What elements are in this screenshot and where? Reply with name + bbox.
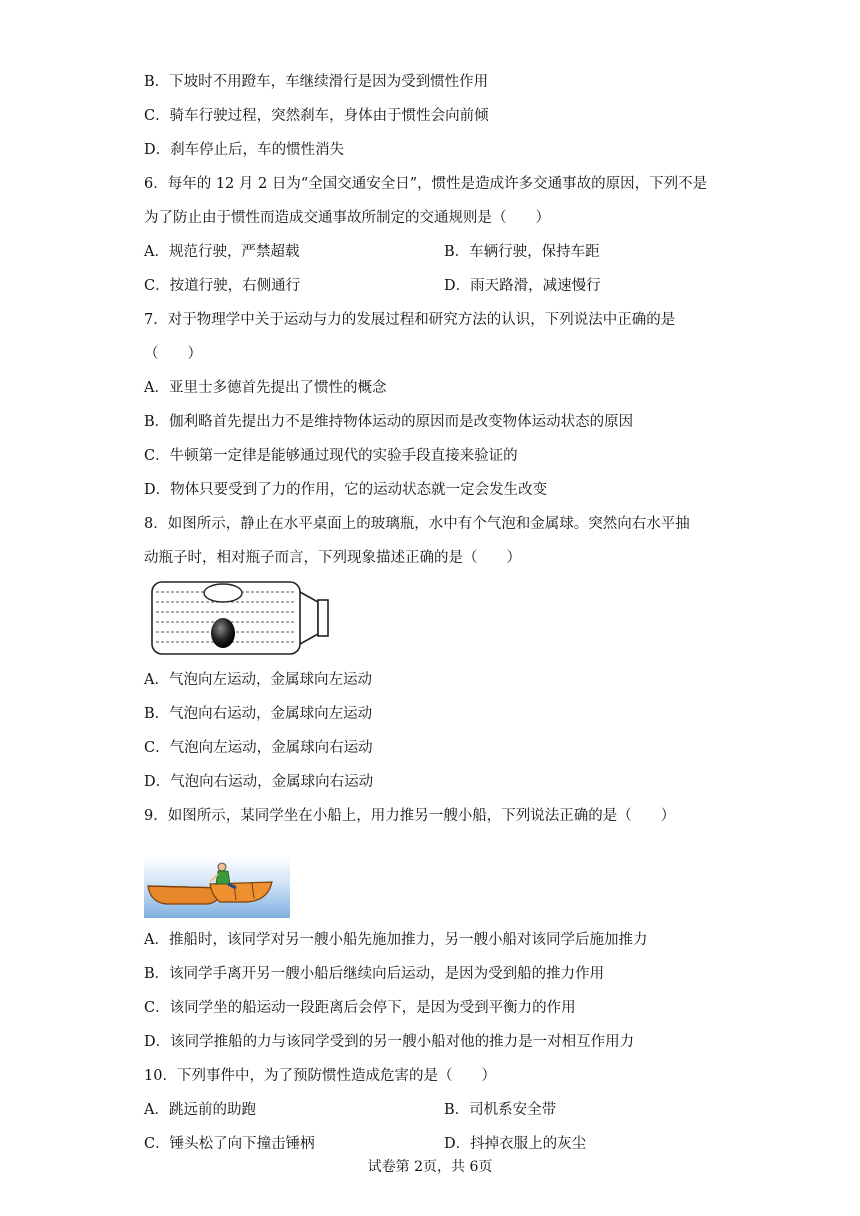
bottle-figure: [146, 578, 336, 658]
q6-option-a: A．规范行驶，严禁超载: [144, 244, 300, 260]
q6-option-b: B．车辆行驶，保持车距: [444, 244, 600, 260]
q10-option-d: D．抖掉衣服上的灰尘: [444, 1136, 587, 1152]
q6-option-c: C．按道行驶，右侧通行: [144, 278, 301, 294]
q9-option-c: C．该同学坐的船运动一段距离后会停下，是因为受到平衡力的作用: [144, 1000, 576, 1016]
q8-stem-line2: 动瓶子时，相对瓶子而言，下列现象描述正确的是（ ）: [144, 550, 521, 566]
metal-ball: [211, 618, 235, 648]
q10-option-a: A．跳远前的助跑: [144, 1102, 256, 1118]
q9-stem: 9．如图所示，某同学坐在小船上，用力推另一艘小船，下列说法正确的是（ ）: [144, 808, 676, 824]
q8-stem-line1: 8．如图所示，静止在水平桌面上的玻璃瓶，水中有个气泡和金属球。突然向右水平抽: [144, 516, 690, 532]
q8-option-d: D．气泡向右运动，金属球向右运动: [144, 774, 374, 790]
q10-stem: 10．下列事件中，为了预防惯性造成危害的是（ ）: [144, 1068, 496, 1084]
q6-option-d: D．雨天路滑，减速慢行: [444, 278, 601, 294]
q5-option-c: C．骑车行驶过程，突然刹车，身体由于惯性会向前倾: [144, 108, 489, 124]
q8-option-a: A．气泡向左运动，金属球向左运动: [144, 672, 372, 688]
q10-option-c: C．锤头松了向下撞击锤柄: [144, 1136, 315, 1152]
q7-option-a: A．亚里士多德首先提出了惯性的概念: [144, 380, 387, 396]
q5-option-b: B．下坡时不用蹬车，车继续滑行是因为受到惯性作用: [144, 74, 489, 90]
q9-option-b: B．该同学手离开另一艘小船后继续向后运动，是因为受到船的推力作用: [144, 966, 605, 982]
q9-option-a: A．推船时，该同学对另一艘小船先施加推力，另一艘小船对该同学后施加推力: [144, 932, 648, 948]
q7-stem-line1: 7．对于物理学中关于运动与力的发展过程和研究方法的认识，下列说法中正确的是: [144, 312, 676, 328]
q7-stem-line2: （ ）: [144, 346, 202, 362]
q6-stem-line1: 6．每年的 12 月 2 日为“全国交通安全日”，惯性是造成许多交通事故的原因，下列不是: [144, 176, 708, 192]
q7-option-d: D．物体只要受到了力的作用，它的运动状态就一定会发生改变: [144, 482, 548, 498]
page-footer: 试卷第 2页，共 6页: [367, 1159, 493, 1175]
q6-stem-line2: 为了防止由于惯性而造成交通事故所制定的交通规则是（ ）: [144, 210, 550, 226]
q8-option-c: C．气泡向左运动，金属球向右运动: [144, 740, 373, 756]
q10-option-b: B．司机系安全带: [444, 1102, 557, 1118]
q7-option-c: C．牛顿第一定律是能够通过现代的实验手段直接来验证的: [144, 448, 518, 464]
q9-option-d: D．该同学推船的力与该同学受到的另一艘小船对他的推力是一对相互作用力: [144, 1034, 635, 1050]
air-bubble: [204, 584, 242, 602]
boat-figure: [144, 856, 290, 918]
q8-option-b: B．气泡向右运动，金属球向左运动: [144, 706, 373, 722]
q7-option-b: B．伽利略首先提出力不是维持物体运动的原因而是改变物体运动状态的原因: [144, 414, 634, 430]
q5-option-d: D．刹车停止后，车的惯性消失: [144, 142, 345, 158]
